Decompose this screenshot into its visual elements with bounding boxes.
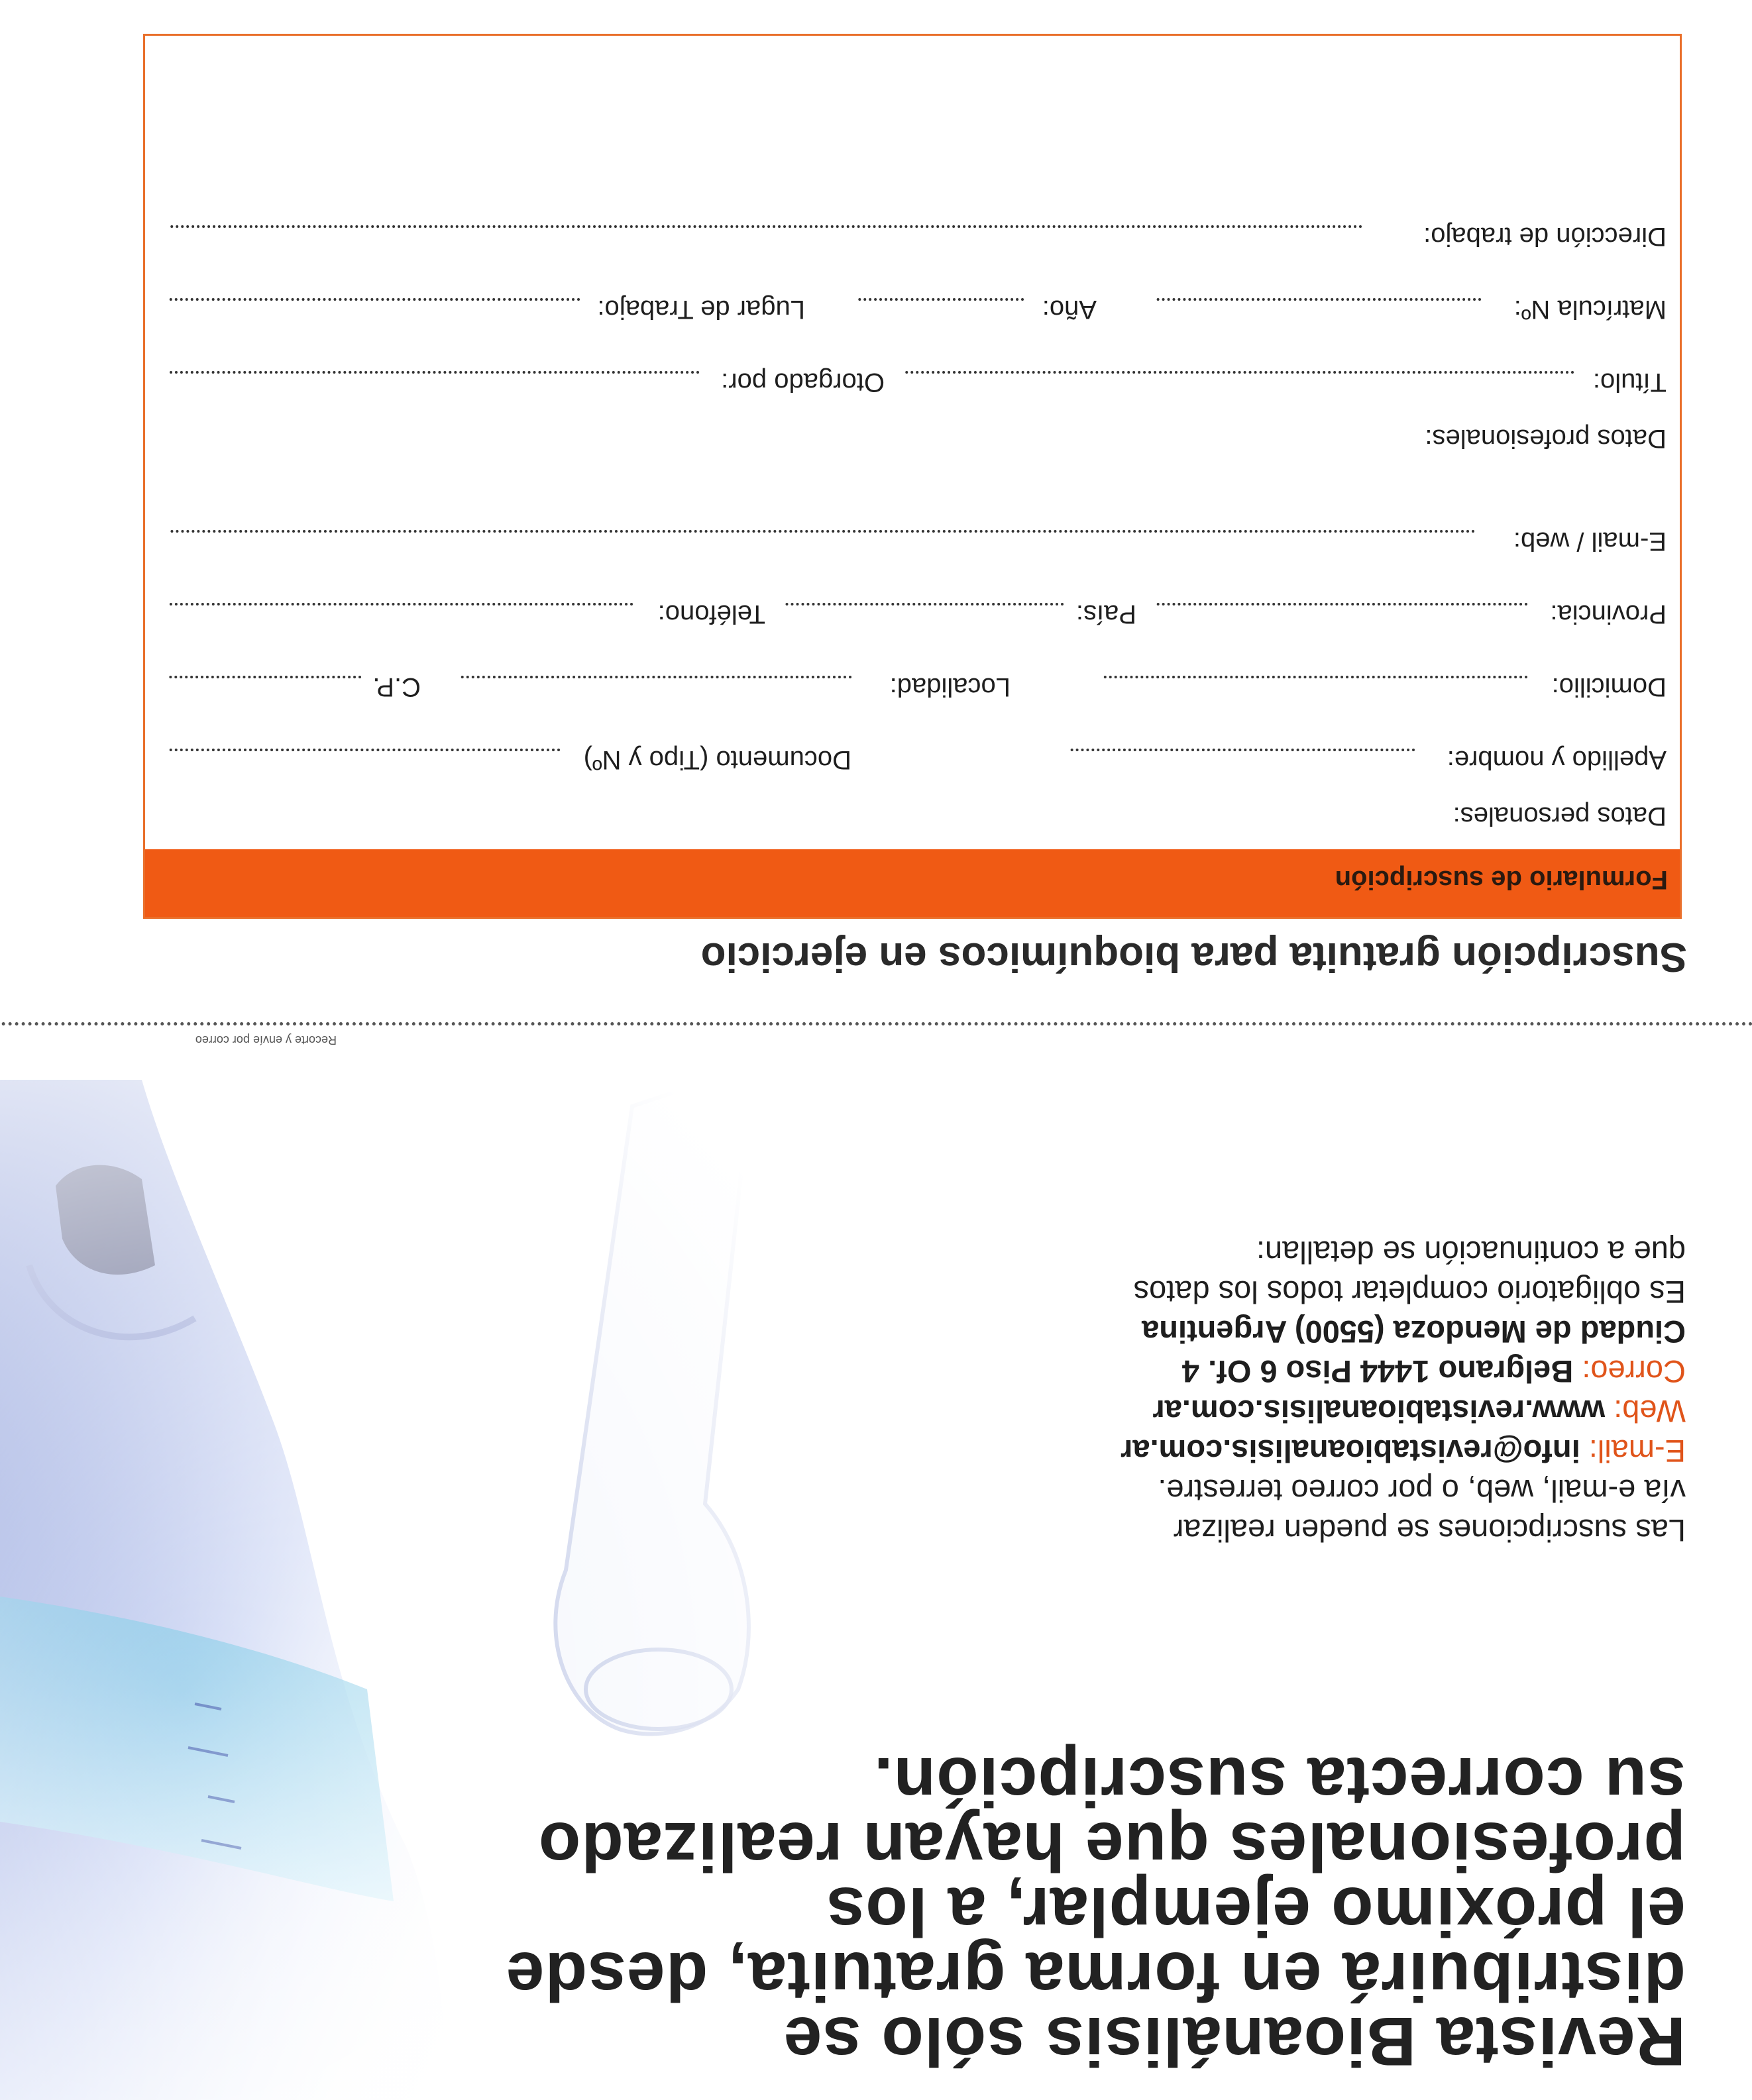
label-provincia: Provincia:: [1550, 600, 1667, 629]
field-otorgado[interactable]: [169, 371, 699, 374]
label-cp: C.P.: [372, 672, 421, 702]
note-line: que a continuación se detallan:: [1256, 1235, 1686, 1270]
web-link[interactable]: www.revistabioanalisis.com.ar: [1152, 1394, 1606, 1429]
headline-line: el próximo ejemplar, a los: [826, 1873, 1686, 1950]
label-pais: País:: [1075, 600, 1136, 629]
web-label: Web:: [1614, 1394, 1686, 1429]
headline-line: distribuirá en forma gratuita, desde: [505, 1938, 1686, 2015]
cut-instruction: Recorte y envíe por correo: [195, 1033, 337, 1047]
headline-line: profesionales que hayan realizado: [537, 1808, 1686, 1885]
mail-label: Correo:: [1582, 1354, 1686, 1389]
label-lugar: Lugar de Trabajo:: [597, 295, 805, 324]
city-line: Ciudad de Mendoza (5500) Argentina: [1142, 1314, 1686, 1349]
headline-line: su correcta suscripción.: [873, 1743, 1686, 1820]
field-pais[interactable]: [785, 603, 1064, 605]
field-cp[interactable]: [169, 676, 361, 678]
field-telefono[interactable]: [169, 603, 633, 605]
field-direccion[interactable]: [169, 225, 1362, 228]
field-documento[interactable]: [169, 749, 560, 751]
form-title: Suscripción gratuita para bioquímicos en ejercicio: [700, 934, 1687, 980]
label-domicilio: Domicilio:: [1551, 672, 1667, 702]
web-row: [824, 1391, 1686, 1431]
mail-address: Belgrano 1444 Piso 6 Of. 4: [1181, 1354, 1574, 1389]
email-link[interactable]: info@revistabioanalisis.com.ar: [1121, 1434, 1580, 1469]
email-label: E-mail:: [1588, 1434, 1686, 1469]
form-header-bar: [145, 849, 1680, 917]
note-line: Es obligatorio completar todos los datos: [1133, 1275, 1686, 1310]
label-matricula: Matrícula Nº:: [1513, 295, 1667, 324]
label-apellido: Apellido y nombre:: [1447, 745, 1667, 774]
headline: [162, 1743, 1686, 2079]
field-titulo[interactable]: [904, 371, 1574, 374]
info-line: vía e-mail, web, o por correo terrestre.: [1158, 1473, 1686, 1508]
field-provincia[interactable]: [1156, 603, 1527, 605]
field-domicilio[interactable]: [1103, 676, 1527, 678]
label-otorgado: Otorgado por:: [721, 368, 885, 397]
info-line: Las suscripciones se pueden realizar: [1173, 1513, 1686, 1548]
label-email-web: E-mail / web:: [1513, 527, 1667, 556]
field-email-web[interactable]: [169, 530, 1474, 533]
label-localidad: Localidad:: [889, 672, 1011, 702]
cut-line: [0, 1022, 1752, 1025]
subscription-form: [143, 34, 1682, 919]
label-titulo: Título:: [1592, 368, 1667, 397]
form-header-label: Formulario de suscripción: [1335, 865, 1668, 894]
label-documento: Documento (Tipo y Nº): [583, 745, 851, 774]
professional-data-header: Datos profesionales:: [1425, 424, 1667, 453]
headline-line: Revista Bioanálisis sólo se: [783, 2003, 1686, 2079]
subscription-info: [824, 1232, 1686, 1550]
label-telefono: Teléfono:: [657, 600, 765, 629]
field-matricula[interactable]: [1156, 298, 1481, 301]
field-apellido[interactable]: [1070, 749, 1415, 751]
label-anio: Año:: [1042, 295, 1097, 324]
personal-data-header: Datos personales:: [1452, 802, 1667, 831]
label-direccion: Dirección de trabajo:: [1423, 222, 1667, 251]
field-localidad[interactable]: [461, 676, 851, 678]
field-lugar[interactable]: [169, 298, 580, 301]
email-row: [824, 1431, 1686, 1471]
field-anio[interactable]: [858, 298, 1024, 301]
mail-row: [824, 1351, 1686, 1391]
